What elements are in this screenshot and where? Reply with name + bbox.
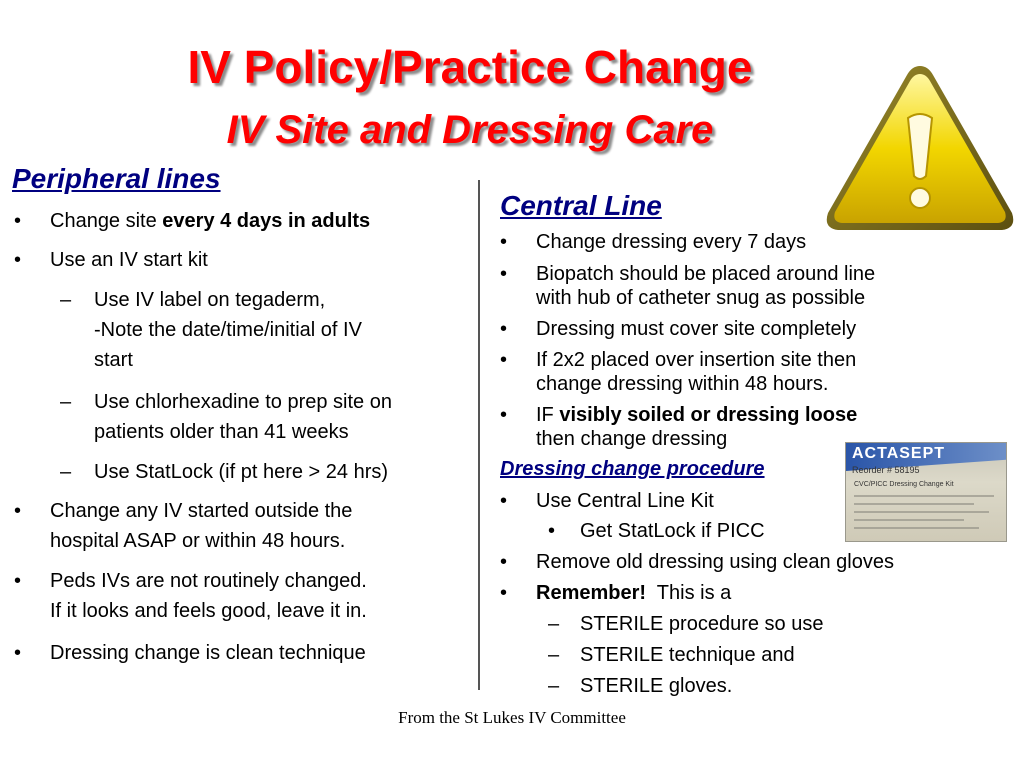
footer-credit: From the St Lukes IV Committee	[398, 708, 626, 727]
left-subitem-2: – Use chlorhexadine to prep site on patients older than 41 weeks	[60, 391, 392, 443]
procedure-subitem-3: – STERILE technique and	[548, 644, 795, 666]
kit-reorder-text: Reorder # 58195	[852, 465, 920, 475]
right-item-5: • IF visibly soiled or dressing loose then change dressing	[500, 404, 858, 450]
right-item-4: • If 2x2 placed over insertion site then change dressing within 48 hours.	[500, 349, 857, 395]
right-item-3: • Dressing must cover site completely	[500, 318, 857, 340]
left-subitem-1: – Use IV label on tegaderm, -Note the date/time/initial of IV start	[60, 289, 362, 371]
procedure-item-2: • Remove old dressing using clean gloves	[500, 551, 894, 573]
procedure-subitem-1: • Get StatLock if PICC	[548, 520, 765, 542]
kit-brand-text: ACTASEPT	[852, 445, 946, 462]
right-item-2: • Biopatch should be placed around line with hub of catheter snug as possible	[500, 263, 876, 309]
column-divider	[478, 180, 480, 690]
dressing-kit-photo	[845, 442, 1007, 542]
left-item-1: • Change site every 4 days in adults	[14, 210, 371, 232]
central-line-heading: Central Line	[500, 190, 662, 221]
title-line-1: IV Policy/Practice Change	[187, 41, 753, 93]
dressing-change-procedure-heading: Dressing change procedure	[500, 458, 765, 480]
right-item-1: • Change dressing every 7 days	[500, 231, 807, 253]
left-item-5: • Dressing change is clean technique	[14, 642, 366, 664]
warning-icon	[820, 58, 1020, 238]
procedure-item-3: • Remember! This is a	[500, 582, 732, 604]
left-item-2: • Use an IV start kit	[14, 249, 208, 271]
kit-name-text: CVC/PICC Dressing Change Kit	[854, 481, 954, 488]
peripheral-lines-heading: Peripheral lines	[12, 163, 221, 194]
procedure-subitem-2: – STERILE procedure so use	[548, 613, 824, 635]
left-item-3: • Change any IV started outside the hospital ASAP or within 48 hours.	[14, 500, 353, 552]
procedure-subitem-4: – STERILE gloves.	[548, 675, 733, 697]
title-line-2: IV Site and Dressing Care	[226, 108, 714, 152]
left-subitem-3: – Use StatLock (if pt here > 24 hrs)	[60, 461, 389, 483]
procedure-item-1: • Use Central Line Kit	[500, 490, 714, 512]
left-item-4: • Peds IVs are not routinely changed. If it looks and feels good, leave it in.	[14, 570, 367, 622]
